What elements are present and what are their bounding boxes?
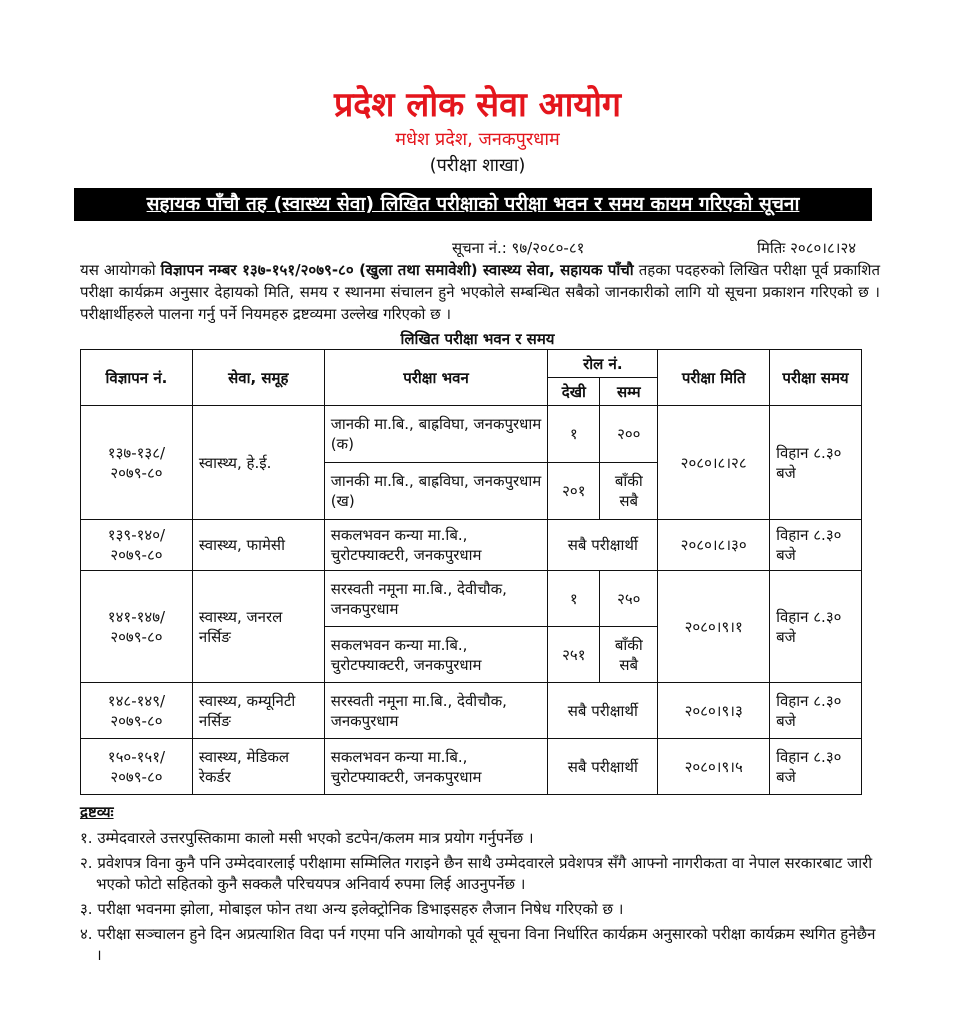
schedule-table [80,349,862,795]
exam-date-cell: २०८०।८।२८ [658,406,770,520]
branch-label: (परीक्षा शाखा) [429,155,526,176]
table-row [81,571,862,627]
ad-no-cell: १३७-१३८/ २०७९-८० [81,406,193,520]
note-item: २. प्रवेशपत्र विना कुनै पनि उम्मेदवारलाई परीक्षामा सम्मिलित गराइने छैन साथै उम्मेदवारले प्रवेशपत्र सँगै आफ्नो नागरीकता वा नेपाल सरकारबाट जारी भएको फोटो सहितको कुनै सक्कलै परिचयपत्र अनिवार्य रुपमा लिई आउनुपर्नेछ । [80,854,873,893]
header-date: परीक्षा मिति [658,350,770,406]
notice-date: मितिः २०८०।८।२४ [757,239,857,257]
exam-date-cell: २०८०।९।३ [658,683,770,739]
ad-no-cell: १४१-१४७/ २०७९-८० [81,571,193,683]
exam-time-cell: विहान ८.३० बजे [770,520,862,571]
service-cell: स्वास्थ्य, फामेसी [192,520,324,571]
intro-text-1: यस आयोगको [80,261,161,279]
venue-cell: जानकी मा.बि., बाह्रविघा, जनकपुरधाम (ख) [324,463,548,520]
notes-heading: द्रष्टव्यः [80,803,114,821]
exam-date-cell: २०८०।९।१ [658,571,770,683]
table-row [81,683,862,739]
notes-section [80,802,880,970]
header-venue: परीक्षा भवन [324,350,548,406]
exam-time-cell: विहान ८.३० बजे [770,739,862,795]
page-title: प्रदेश लोक सेवा आयोग [333,85,622,125]
intro-paragraph [80,259,880,325]
service-cell: स्वास्थ्य, जनरल नर्सिङ [192,571,324,683]
roll-to-cell: २०० [600,406,658,463]
venue-cell: जानकी मा.बि., बाह्रविघा, जनकपुरधाम (क) [324,406,548,463]
header-time: परीक्षा समय [770,350,862,406]
service-cell: स्वास्थ्य, मेडिकल रेकर्डर [192,739,324,795]
intro-bold-text: विज्ञापन नम्बर १३७-१५१/२०७९-८० (खुला तथा समावेशी) स्वास्थ्य सेवा, सहायक पाँचौ [160,261,634,279]
venue-cell: सकलभवन कन्या मा.बि., चुरोटफ्याक्टरी, जनकपुरधाम [324,739,548,795]
note-item: १. उम्मेदवारले उत्तरपुस्तिकामा कालो मसी भएको डटपेन/कलम मात्र प्रयोग गर्नुपर्नेछ । [80,829,534,847]
table-row [81,739,862,795]
header-ad-no: विज्ञापन नं. [81,350,193,406]
ad-no-cell: १४८-१४९/ २०७९-८० [81,683,193,739]
ad-no-cell: १५०-१५१/ २०७९-८० [81,739,193,795]
table-row [81,406,862,463]
exam-time-cell: विहान ८.३० बजे [770,571,862,683]
note-item: ३. परीक्षा भवनमा झोला, मोबाइल फोन तथा अन्य इलेक्ट्रोनिक डिभाइसहरु लैजान निषेध गरिएको छ । [80,900,624,918]
roll-from-cell: १ [548,571,600,627]
table-title: लिखित परीक्षा भवन र समय [400,330,555,348]
table-row [81,520,862,571]
header-roll-from: देखी [548,378,600,406]
intro-text-2: तहका पदहरुको लिखित परीक्षा पूर्व प्रकाशित परीक्षा कार्यक्रम अनुसार देहायको मिति, समय र स्थानमा संचालन हुने भएकोले सम्बन्धित सबैको जानकारीको लागि यो सूचना प्रकाशन गरिएको छ । परीक्षार्थीहरुले पालना गर्नु पर्ने नियमहरु द्रष्टव्यमा उल्लेख गरिएको छ । [80,261,880,323]
roll-to-cell: २५० [600,571,658,627]
venue-cell: सकलभवन कन्या मा.बि., चुरोटफ्याक्टरी, जनकपुरधाम [324,627,548,683]
header-roll: रोल नं. [548,350,658,378]
header-roll-to: सम्म [600,378,658,406]
service-cell: स्वास्थ्य, कम्यूनिटी नर्सिङ [192,683,324,739]
exam-date-cell: २०८०।८।३० [658,520,770,571]
roll-all-cell: सबै परीक्षार्थी [548,683,658,739]
province-subtitle: मधेश प्रदेश, जनकपुरधाम [395,129,560,150]
exam-time-cell: विहान ८.३० बजे [770,406,862,520]
service-cell: स्वास्थ्य, हे.ई. [192,406,324,520]
roll-to-cell: बाँकी सबै [600,463,658,520]
ad-no-cell: १३९-१४०/ २०७९-८० [81,520,193,571]
venue-cell: सरस्वती नमूना मा.बि., देवीचौक, जनकपुरधाम [324,571,548,627]
exam-time-cell: विहान ८.३० बजे [770,683,862,739]
roll-all-cell: सबै परीक्षार्थी [548,520,658,571]
note-item: ४. परीक्षा सञ्चालन हुने दिन अप्रत्याशित विदा पर्न गएमा पनि आयोगको पूर्व सूचना विना निर्धारित कार्यक्रम अनुसारको परीक्षा कार्यक्रम स्थगित हुनेछैन । [80,925,876,964]
venue-cell: सकलभवन कन्या मा.बि., चुरोटफ्याक्टरी, जनकपुरधाम [324,520,548,571]
roll-from-cell: २०१ [548,463,600,520]
roll-all-cell: सबै परीक्षार्थी [548,739,658,795]
header-service: सेवा, समूह [192,350,324,406]
venue-cell: सरस्वती नमूना मा.बि., देवीचौक, जनकपुरधाम [324,683,548,739]
exam-date-cell: २०८०।९।५ [658,739,770,795]
notice-banner: सहायक पाँचौ तह (स्वास्थ्य सेवा) लिखित परीक्षाको परीक्षा भवन र समय कायम गरिएको सूचना [74,188,872,221]
roll-from-cell: २५१ [548,627,600,683]
notice-number: सूचना नं.: ९७/२०८०-८१ [452,239,585,257]
roll-to-cell: बाँकी सबै [600,627,658,683]
roll-from-cell: १ [548,406,600,463]
